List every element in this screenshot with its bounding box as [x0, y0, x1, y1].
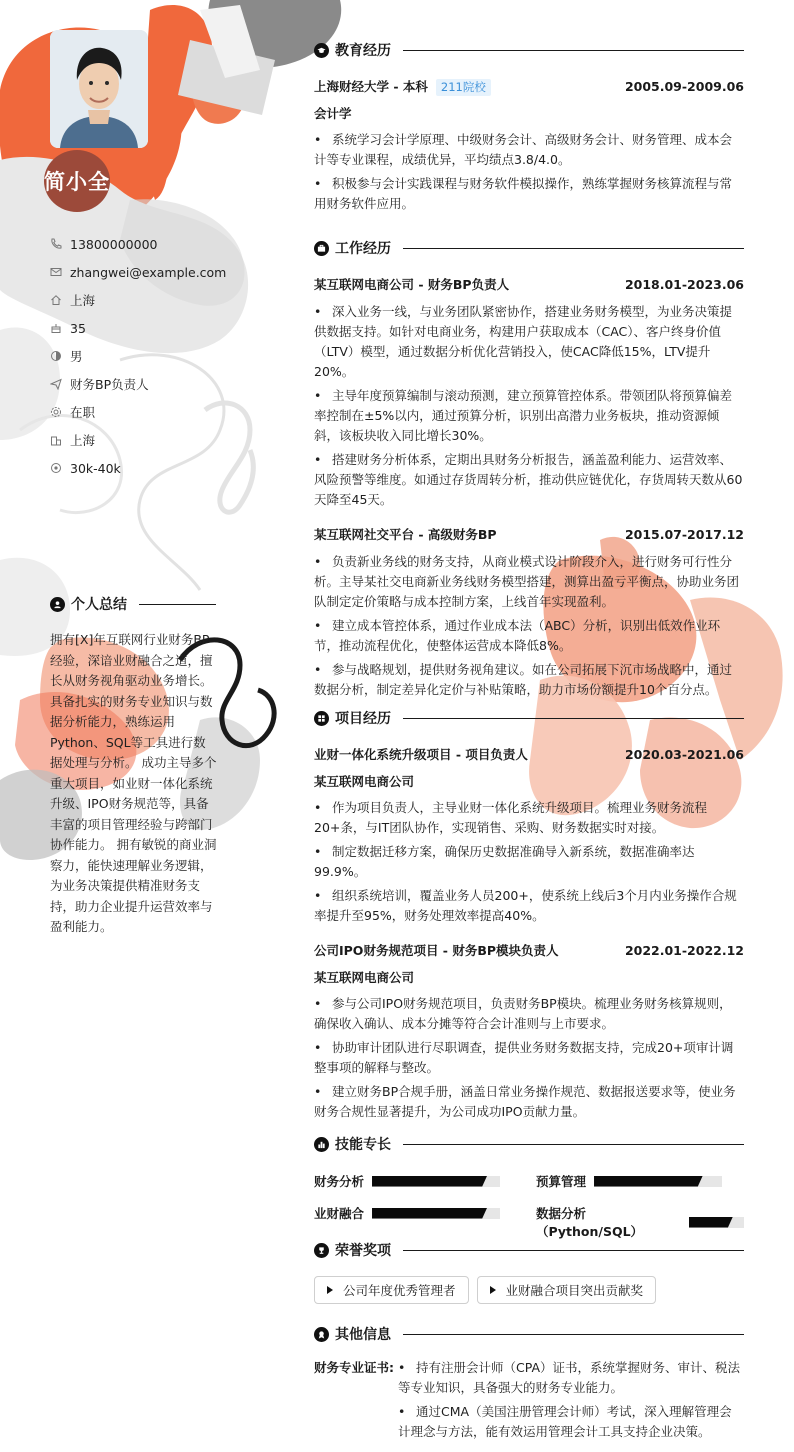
age-icon: [50, 322, 70, 334]
list-item: • 负责新业务线的财务支持，从商业模式设计阶段介入，进行财务可行性分析。主导某社交电商新业务线财务模型搭建，测算出盈亏平衡点，协助业务团队制定定价策略与成本控制方案，上线首年实现盈利。: [314, 552, 744, 612]
project-title: 公司IPO财务规范项目 - 财务BP模块负责人: [314, 943, 559, 958]
project-period: 2020.03-2021.06: [624, 746, 744, 762]
job-title: 某互联网社交平台 - 高级财务BP: [314, 527, 497, 542]
city-text: 上海: [70, 433, 96, 448]
job-period: 2015.07-2017.12: [624, 526, 744, 542]
summary-divider: [139, 604, 216, 605]
contact-salary: [50, 454, 250, 482]
list-item: • 建立财务BP合规手册，涵盖日常业务操作规范、数据报送要求等，使业务财务合规性显著提升，为公司成功IPO贡献力量。: [314, 1082, 744, 1122]
job-title: 某互联网电商公司 - 财务BP负责人: [314, 277, 510, 292]
list-item: • 系统学习会计学原理、中级财务会计、高级财务会计、财务管理、成本会计等专业课程，成绩优异，平均绩点3.8/4.0。: [314, 130, 744, 170]
project-head-2: [314, 940, 744, 960]
education-divider: [403, 50, 744, 51]
contact-status: [50, 398, 250, 426]
graduation-cap-icon: [314, 43, 329, 58]
briefcase-icon: [314, 241, 329, 256]
skill-item: [536, 1204, 744, 1240]
skills-title: 技能专长: [335, 1137, 391, 1153]
job-bullets-2: [314, 552, 744, 700]
skill-item: [314, 1172, 500, 1190]
summary-title: 个人总结: [71, 597, 127, 613]
job-bullets-1: [314, 302, 744, 510]
list-item: • 通过CMA（美国注册管理会计师）考试，深入理解管理会计理念与方法，能有效运用管理会计工具支持企业决策。: [398, 1402, 744, 1442]
work-header: [314, 238, 744, 258]
job-head-1: [314, 274, 744, 294]
awards-section: [314, 1240, 744, 1304]
education-item-head: [314, 76, 744, 96]
job-period: 2018.01-2023.06: [624, 276, 744, 292]
certificate-bullets: [398, 1358, 744, 1446]
phone-icon: [50, 238, 70, 250]
project-bullets-1: [314, 798, 744, 926]
award-ribbon-icon: [314, 1327, 329, 1342]
play-icon: [327, 1286, 333, 1294]
summary-header: [50, 594, 216, 614]
project-title: 业财一体化系统升级项目 - 项目负责人: [314, 747, 528, 762]
project-company: 某互联网电商公司: [314, 774, 415, 789]
award-chip: [314, 1276, 469, 1304]
project-bullets-2: [314, 994, 744, 1122]
other-divider: [403, 1334, 744, 1335]
salary-text: 30k-40k: [70, 460, 121, 476]
skill-name: 业财融合: [314, 1206, 365, 1221]
age-text: 35: [70, 320, 86, 336]
education-bullets: [314, 130, 744, 214]
other-header: [314, 1324, 744, 1344]
skill-bar: [594, 1176, 722, 1187]
list-item: • 主导年度预算编制与滚动预测，建立预算管控体系。带领团队将预算偏差率控制在±5%以内，通过预算分析，识别出高潜力业务板块，推动资源倾斜，该板块收入同比增长30%。: [314, 386, 744, 446]
contact-gender: [50, 342, 250, 370]
portrait-illustration: [50, 30, 148, 148]
avatar: [50, 30, 148, 148]
awards-list: [314, 1276, 744, 1304]
education-title: 教育经历: [335, 43, 391, 59]
education-major: 会计学: [314, 106, 352, 121]
play-icon: [490, 1286, 496, 1294]
skill-bar-fill: [372, 1208, 487, 1219]
trophy-icon: [314, 1243, 329, 1258]
list-item: • 深入业务一线，与业务团队紧密协作，搭建业务财务模型，为业务决策提供数据支持。如针对电商业务，构建用户获取成本（CAC）、客户终身价值（LTV）模型，通过数据分析优化营销投入，使CAC降低15%，LTV提升20%。: [314, 302, 744, 382]
home-text: 上海: [70, 293, 96, 308]
contact-list: [50, 230, 250, 482]
work-title: 工作经历: [335, 241, 391, 257]
projects-divider: [403, 718, 744, 719]
skill-item: [314, 1204, 500, 1222]
skill-bar-fill: [372, 1176, 487, 1187]
contact-home: [50, 286, 250, 314]
other-section: [314, 1324, 744, 1446]
contact-position: [50, 370, 250, 398]
contact-phone: [50, 230, 250, 258]
position-text: 财务BP负责人: [70, 377, 149, 392]
city-icon: [50, 434, 70, 446]
email-icon: [50, 266, 70, 278]
skill-bar: [372, 1208, 500, 1219]
skill-name: 数据分析（Python/SQL）: [536, 1206, 644, 1239]
skill-bar-fill: [594, 1176, 703, 1187]
profile-name: 简小全: [44, 170, 110, 194]
awards-divider: [403, 1250, 744, 1251]
project-company: 某互联网电商公司: [314, 970, 415, 985]
work-divider: [403, 248, 744, 249]
status-icon: [50, 406, 70, 418]
contact-age: [50, 314, 250, 342]
skill-bar-fill: [689, 1217, 733, 1228]
skill-name: 预算管理: [536, 1174, 587, 1189]
projects-header: [314, 708, 744, 728]
list-item: • 积极参与会计实践课程与财务软件模拟操作，熟练掌握财务核算流程与常用财务软件应用。: [314, 174, 744, 214]
summary-text: 拥有[X]年互联网行业财务BP经验，深谙业财融合之道，擅长从财务视角驱动业务增长。 具备扎实的财务专业知识与数据分析能力，熟练运用Python、SQL等工具进行数据处理与分析。 成功主导多个重大项目，如业财一体化系统升级、IPO财务规范等，具备丰富的项目管理经验与跨部门协作能力。 拥有敏锐的商业洞察力，能快速理解业务逻辑，为业务决策提供精准财务支持，助力企业提升运营效率与盈利能力。: [50, 632, 217, 934]
other-title: 其他信息: [335, 1327, 391, 1343]
contact-city: [50, 426, 250, 454]
award-label: 公司年度优秀管理者: [343, 1283, 456, 1298]
bar-chart-icon: [314, 1137, 329, 1152]
skill-bar: [372, 1176, 500, 1187]
award-chip: [477, 1276, 657, 1304]
email-text: zhangwei@example.com: [70, 264, 227, 280]
list-item: • 协助审计团队进行尽职调查，提供业务财务数据支持，完成20+项审计调整事项的解释与整改。: [314, 1038, 744, 1078]
education-header: [314, 40, 744, 60]
skill-bar: [689, 1217, 744, 1228]
work-section: [314, 238, 744, 704]
grid-icon: [314, 711, 329, 726]
list-item: • 制定数据迁移方案，确保历史数据准确导入新系统，数据准确率达99.9%。: [314, 842, 744, 882]
award-label: 业财融合项目突出贡献奖: [505, 1283, 644, 1298]
project-head-1: [314, 744, 744, 764]
awards-title: 荣誉奖项: [335, 1243, 391, 1259]
contact-email: [50, 258, 250, 286]
projects-title: 项目经历: [335, 711, 391, 727]
school-name: 上海财经大学 - 本科: [314, 78, 428, 94]
name-badge: [44, 150, 110, 212]
list-item: • 建立成本管控体系，通过作业成本法（ABC）分析，识别出低效作业环节，推动流程优化，使整体运营成本降低8%。: [314, 616, 744, 656]
projects-section: [314, 708, 744, 1126]
skills-header-wrap: [314, 1134, 744, 1154]
gender-text: 男: [70, 349, 83, 364]
list-item: • 搭建财务分析体系，定期出具财务分析报告，涵盖盈利能力、运营效率、风险预警等维度。如通过存货周转分析，推动供应链优化，存货周转天数从60天降至45天。: [314, 450, 744, 510]
list-item: • 参与公司IPO财务规范项目，负责财务BP模块。梳理业务财务核算规则，确保收入确认、成本分摊等符合会计准则与上市要求。: [314, 994, 744, 1034]
position-icon: [50, 378, 70, 390]
list-item: • 参与战略规划，提供财务视角建议。如在公司拓展下沉市场战略中，通过数据分析，制定差异化定价与补贴策略，助力市场份额提升10个百分点。: [314, 660, 744, 700]
list-item: • 组织系统培训，覆盖业务人员200+，使系统上线后3个月内业务操作合规率提升至95%，财务处理效率提高40%。: [314, 886, 744, 926]
awards-header: [314, 1240, 744, 1260]
gender-icon: [50, 350, 70, 362]
list-item: • 持有注册会计师（CPA）证书，系统掌握财务、审计、税法等专业知识，具备强大的财务专业能力。: [398, 1358, 744, 1398]
skill-name: 财务分析: [314, 1174, 365, 1189]
salary-icon: [50, 462, 70, 474]
job-head-2: [314, 524, 744, 544]
phone-text: 13800000000: [70, 236, 158, 252]
skill-item: [536, 1172, 722, 1190]
skills-header: [314, 1134, 744, 1154]
project-period: 2022.01-2022.12: [624, 942, 744, 958]
certificate-row: [314, 1358, 744, 1446]
user-icon: [50, 597, 65, 612]
education-section: [314, 40, 744, 218]
home-icon: [50, 294, 70, 306]
status-text: 在职: [70, 405, 96, 420]
skills-divider: [403, 1144, 744, 1145]
certificate-label: 财务专业证书:: [314, 1360, 394, 1375]
education-period: 2005.09-2009.06: [624, 78, 744, 94]
school-tag: 211院校: [436, 79, 491, 96]
list-item: • 作为项目负责人，主导业财一体化系统升级项目。梳理业务财务流程20+条，与IT团队协作，实现销售、采购、财务数据实时对接。: [314, 798, 744, 838]
